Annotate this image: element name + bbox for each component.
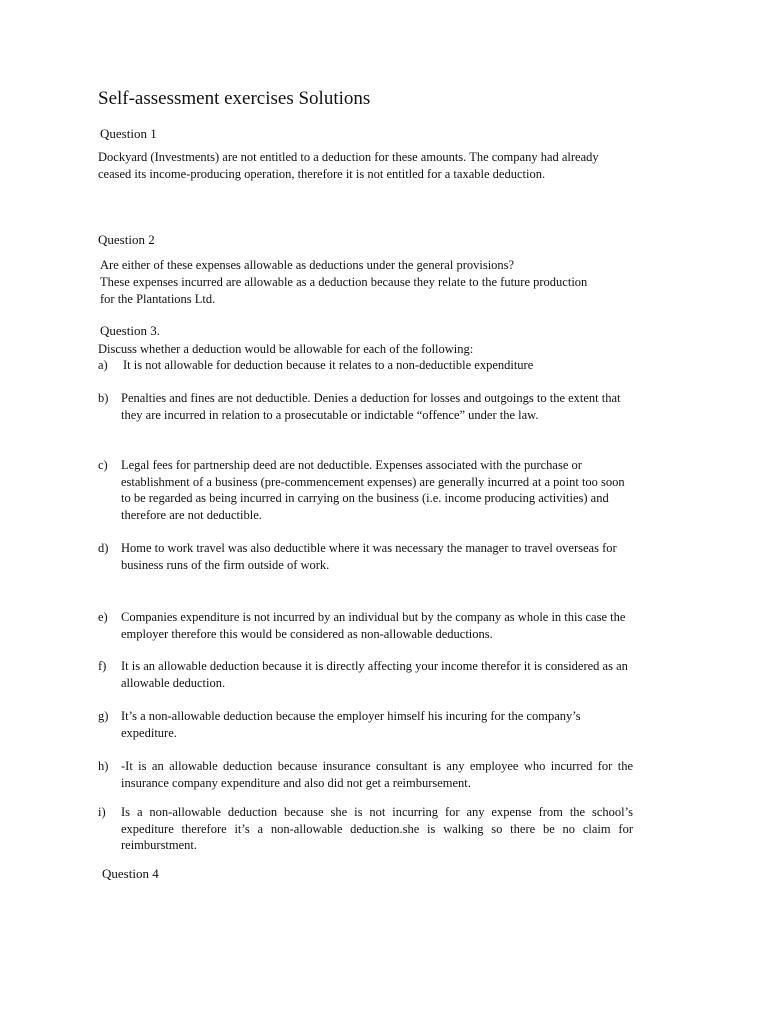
question-3-item-f <box>98 658 633 691</box>
item-text: Legal fees for partnership deed are not deductible. Expenses associated with the purchase or establishment of a business (pre-commencement expenses) are generally incurred at a point too soon to be regarded as being incurred in carrying on the business (i.e. income producing activities) and therefore are not deductible. <box>121 458 625 522</box>
item-text: Home to work travel was also deductible where it was necessary the manager to travel overseas for business runs of the firm outside of work. <box>121 541 617 572</box>
item-text: -It is an allowable deduction because insurance consultant is any employee who incurred for the insurance company expenditure and also did not get a reimbursement. <box>121 759 633 790</box>
item-label: g) <box>98 709 109 723</box>
question-1-answer: Dockyard (Investments) are not entitled to a deduction for these amounts. The company had already ceased its income-producing operation, therefore it is not entitled for a taxable deduction. <box>98 150 599 181</box>
question-3-item-i <box>98 804 633 854</box>
item-text: It is not allowable for deduction because it relates to a non-deductible expenditure <box>123 358 534 372</box>
question-2-heading: Question 2 <box>98 232 155 247</box>
item-label: e) <box>98 610 108 624</box>
item-text: Companies expenditure is not incurred by an individual but by the company as whole in this case the employer therefore this would be considered as non-allowable deductions. <box>121 610 626 641</box>
question-3-heading: Question 3. <box>100 323 160 338</box>
item-label: b) <box>98 391 109 405</box>
question-3-item-b <box>98 390 633 423</box>
question-3-item-h <box>98 758 633 791</box>
item-label: a) <box>98 358 108 372</box>
item-label: f) <box>98 659 107 673</box>
item-text: It is an allowable deduction because it is directly affecting your income therefor it is considered as an allowable deduction. <box>121 659 628 690</box>
item-text: Penalties and fines are not deductible. Denies a deduction for losses and outgoings to the extent that they are incurred in relation to a prosecutable or indictable “offence” under the law. <box>121 391 621 422</box>
question-3-item-c <box>98 457 633 523</box>
question-4-heading: Question 4 <box>102 866 159 881</box>
document-title: Self-assessment exercises Solutions <box>98 88 371 109</box>
question-2-prompt: Are either of these expenses allowable as deductions under the general provisions? <box>100 258 515 272</box>
question-3-item-g <box>98 708 633 741</box>
item-label: i) <box>98 805 106 819</box>
question-3-item-e <box>98 609 633 642</box>
question-2-answer: These expenses incurred are allowable as a deduction because they relate to the future production for the Plantations Ltd. <box>100 275 588 306</box>
item-text: It’s a non-allowable deduction because the employer himself his incuring for the company’s expediture. <box>121 709 581 740</box>
item-label: d) <box>98 541 109 555</box>
question-1-heading: Question 1 <box>100 126 157 141</box>
item-text: Is a non-allowable deduction because she is not incurring for any expense from the school’s expediture therefore it’s a non-allowable deduction.she is walking so there be no claim for reimburstment. <box>121 805 633 852</box>
question-3-item-a <box>98 357 633 374</box>
item-label: c) <box>98 458 108 472</box>
question-3-intro: Discuss whether a deduction would be allowable for each of the following: <box>98 342 474 356</box>
item-label: h) <box>98 759 109 773</box>
question-3-item-d <box>98 540 633 573</box>
